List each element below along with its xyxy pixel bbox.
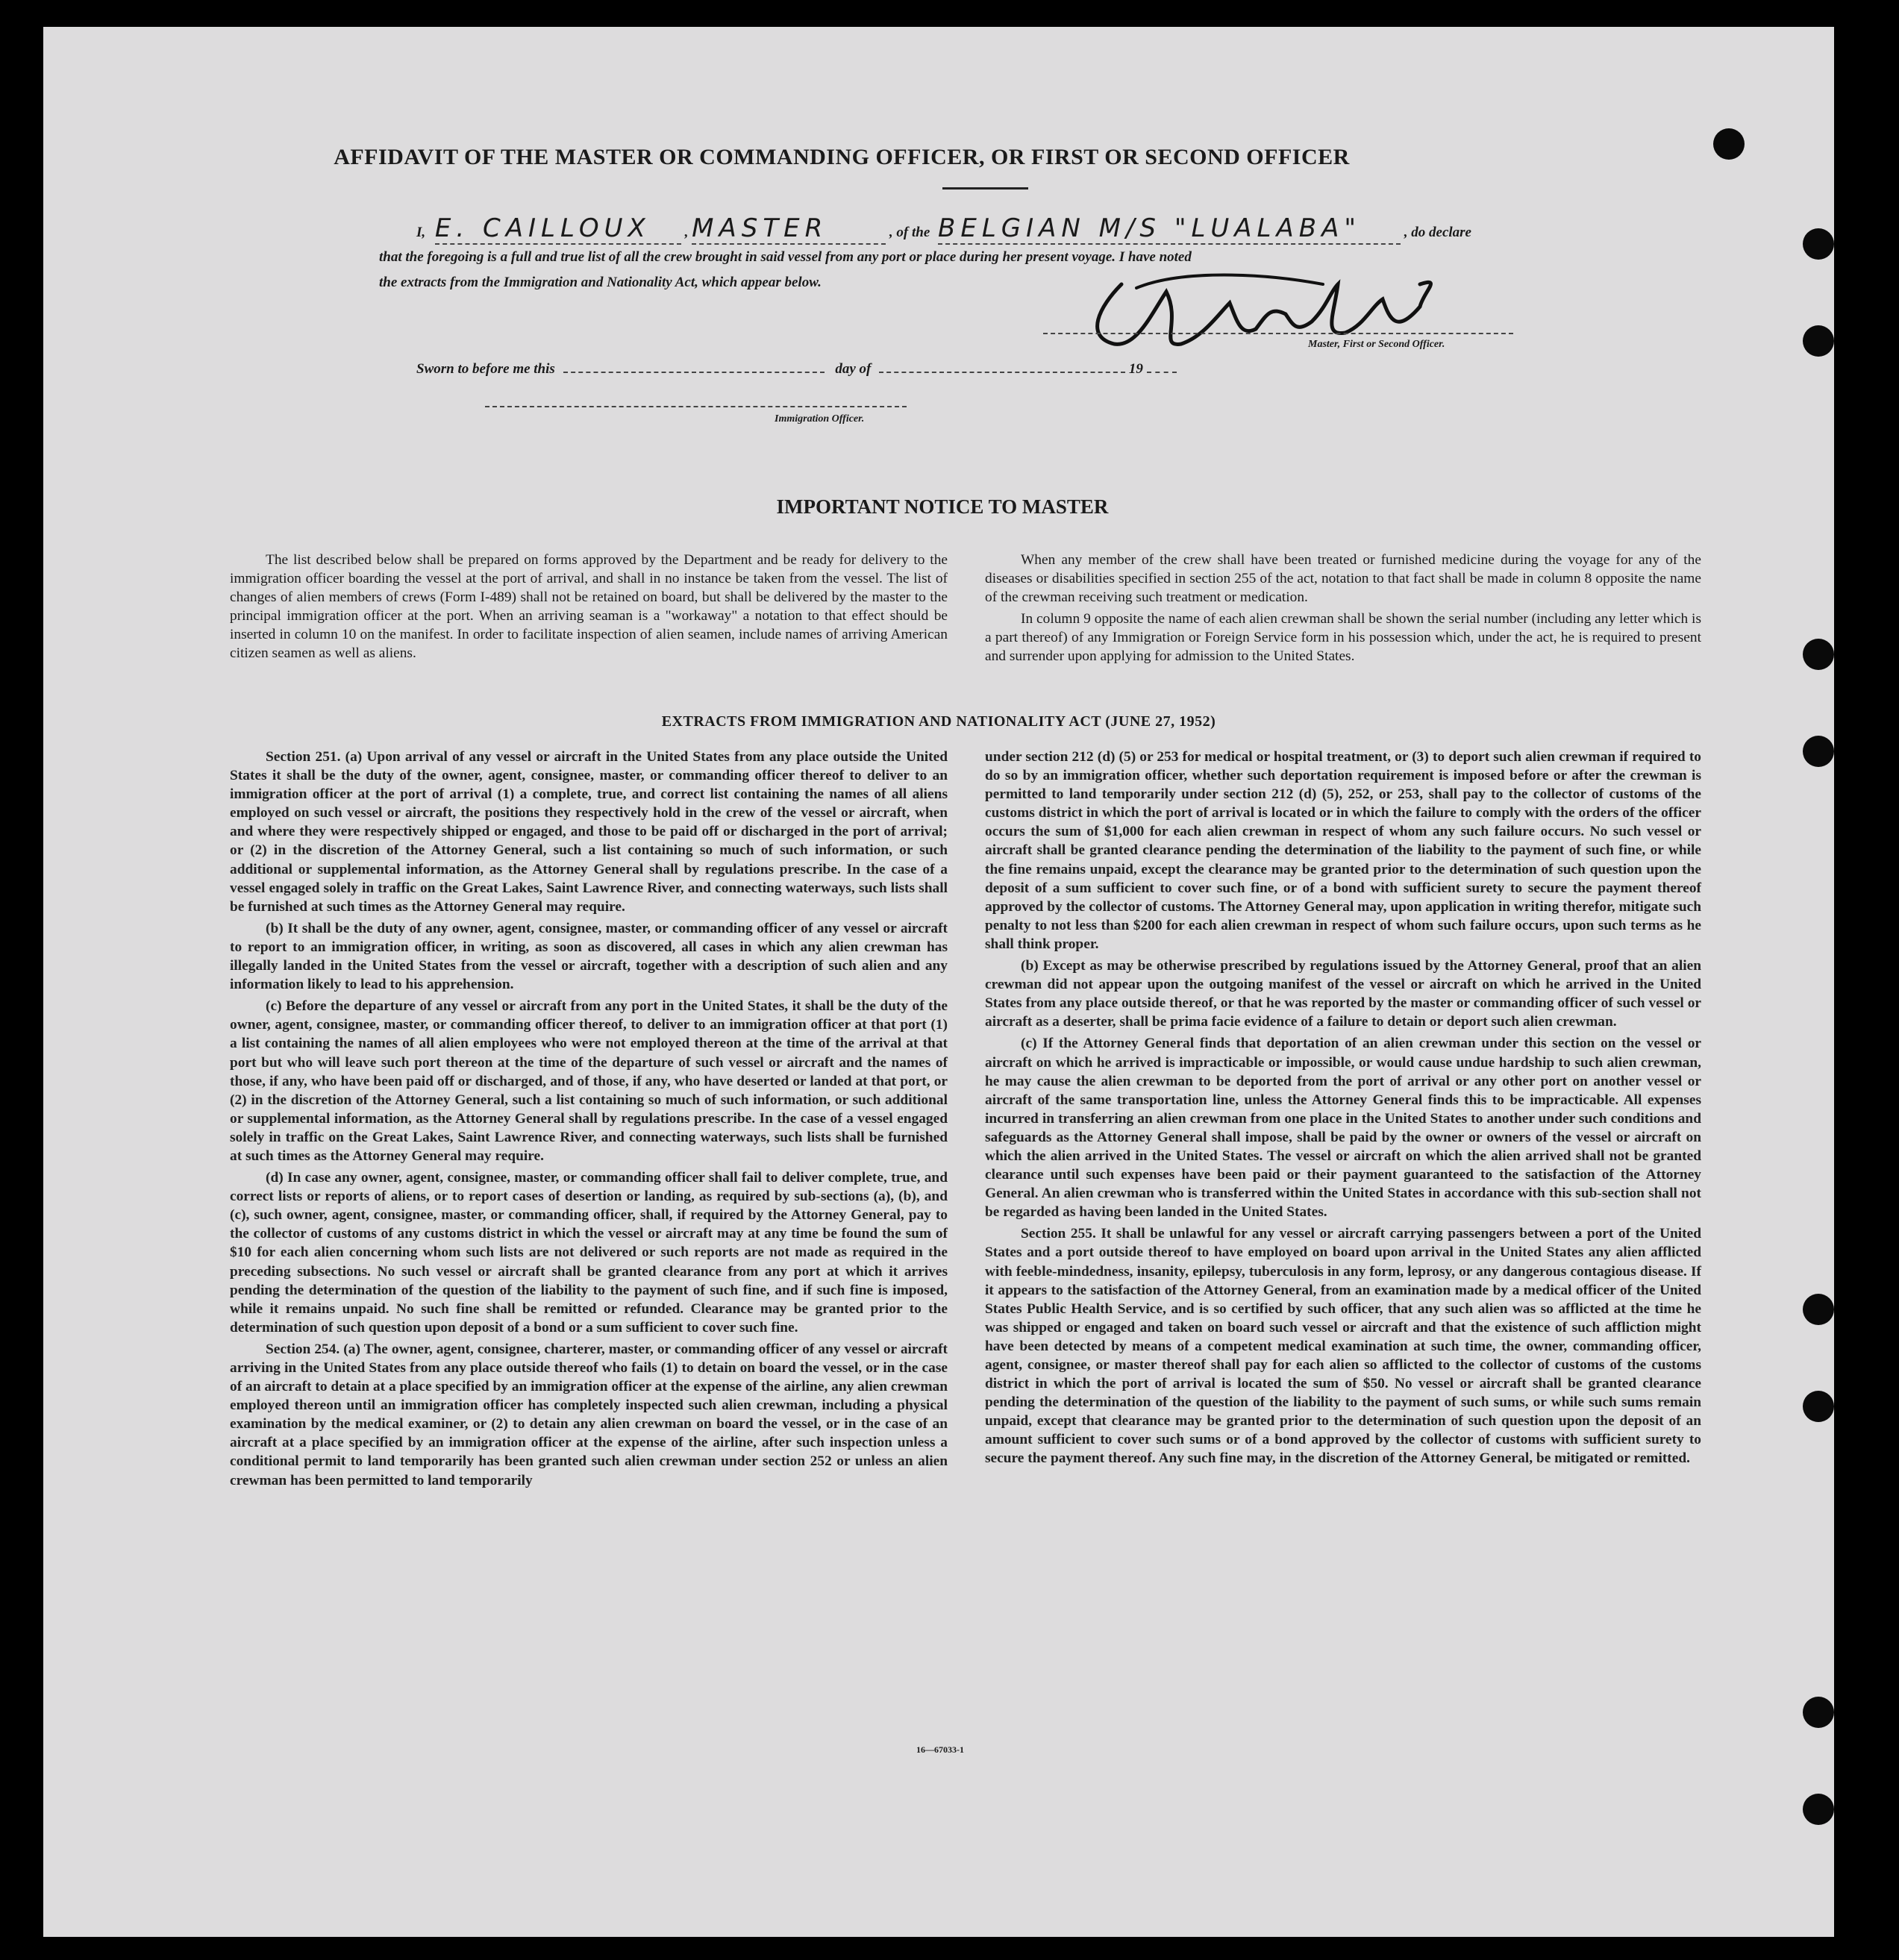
day-of-label: day of <box>835 361 872 377</box>
declare-label: , do declare <box>1404 225 1471 240</box>
section-251-a: Section 251. (a) Upon arrival of any vessel or aircraft in the United States from any place outside the United States it shall be the duty of the owner, agent, consignee, master, or commanding officer thereof to deliver to an immigration officer at the port of arrival (1) a complete, true, and correct list containing the names of all aliens employed on such vessel or aircraft, the positions they respectively hold in the crew of the vessel or aircraft, when and where they were respectively shipped or engaged, and those to be paid off or discharged in the port of arrival; or (2) in the discretion of the Attorney General, such a list containing so much of such information, or such additional or supplemental information, as the Attorney General shall by regulations prescribe. In the case of a vessel engaged solely in traffic on the Great Lakes, Saint Lawrence River, and connecting waterways, such lists shall be furnished at such times as the Attorney General may require. <box>230 749 948 915</box>
punch-hole <box>1803 1391 1834 1422</box>
section-251-c: (c) Before the departure of any vessel or aircraft from any port in the United States, it shall be the duty of the owner, agent, consignee, master, or commanding officer thereof, to deliver to an immigration officer at that port (1) a list containing the names of all alien employees who were not employed thereon at the time of the arrival at that port but who will leave such port thereon at the time of the departure of such vessel or aircraft and the names of those, if any, who have been paid off or discharged, and of those, if any, who have deserted or landed at that port, or (2) in the discretion of the Attorney General, such a list containing so much of such information, or such additional or supplemental information, as the Attorney General shall by regulations prescribe. In the case of a vessel engaged solely in traffic on the Great Lakes, Saint Lawrence River, and connecting waterways, such lists shall be furnished at such times as the Attorney General may require. <box>230 998 948 1164</box>
affidavit-title: AFFIDAVIT OF THE MASTER OR COMMANDING OFFICER, OR FIRST OR SECOND OFFICER <box>334 145 1350 169</box>
punch-hole <box>1803 1294 1834 1325</box>
declaration-line-3: the extracts from the Immigration and Nationality Act, which appear below. <box>379 275 822 290</box>
sworn-label: Sworn to before me this <box>416 361 555 377</box>
vessel-name: BELGIAN M/S "LUALABA" <box>938 213 1361 243</box>
section-251-b: (b) It shall be the duty of any owner, agent, consignee, master, or commanding officer of any vessel or aircraft to report to an immigration officer, in writing, as soon as discovered, all cases in which any alien crewman has illegally landed in the United States from the vessel or aircraft, together with a description of such alien and any information likely to lead to his apprehension. <box>230 920 948 993</box>
notice-paragraph: When any member of the crew shall have been treated or furnished medicine during the voyage for any of the diseases or disabilities specified in section 255 of the act, notation to that fact shall be made in column 8 opposite the name of the crewman receiving such treatment or medication. <box>985 552 1701 606</box>
master-label: Master, First or Second Officer. <box>1308 339 1445 350</box>
declaration-prefix: I, <box>416 225 426 240</box>
sworn-line <box>416 361 1177 378</box>
punch-hole <box>1803 1794 1834 1825</box>
section-255: Section 255. It shall be unlawful for any vessel or aircraft carrying passengers between a port of the United States and a port outside thereof to have employed on board upon arrival in the United States any alien afflicted with feeble-mindedness, insanity, epilepsy, tuberculosis in any form, leprosy, or any dangerous contagious disease. If it appears to the satisfaction of the Attorney General, from an examination made by a medical officer of the United States Public Health Service, and is so certified by such officer, that any such alien was so afflicted at the time he was shipped or engaged and taken on board such vessel or aircraft and that the existence of such affliction might have been detected by means of a competent medical examination at such time, the owner, commanding officer, agent, consignee, or master thereof shall pay for each alien so afflicted to the collector of customs of the customs district in which the port of arrival is located the sum of $50. No vessel or aircraft shall be granted clearance pending the determination of the question of the liability to the payment of such sums, or while such sums remain unpaid, except that clearance may be granted prior to the determination of such question upon the deposit of an amount sufficient to cover such sums or of a bond approved by the collector of customs with sufficient surety to secure the payment thereof. Any such fine may, in the discretion of the Attorney General, be mitigated or remitted. <box>985 1226 1701 1467</box>
officer-label: Immigration Officer. <box>775 413 865 425</box>
section-254-b: (b) Except as may be otherwise prescribed by regulations issued by the Attorney General, proof that an alien crewman did not appear upon the outgoing manifest of the vessel or aircraft on which he arrived in the United States from any place outside thereof, or that he was reported by the master or commanding officer of such vessel or aircraft as a deserter, shall be prima facie evidence of a failure to detain or deport such alien crewman. <box>985 958 1701 1030</box>
form-code: 16—67033-1 <box>916 1744 964 1755</box>
section-254-a-continued: under section 212 (d) (5) or 253 for medical or hospital treatment, or (3) to deport such alien crewman if required to do so by an immigration officer, whether such deportation requirement is imposed before or after the crewman is permitted to land temporarily under section 212 (d) (5), 252, or 253, shall pay to the collector of customs of the customs district in which the port of arrival is located or in which the failure to comply with the orders of the officer occurs the sum of $1,000 for each alien crewman in respect of whom any such failure occurs. No such vessel or aircraft shall be granted clearance pending the determination of the liability to the payment of such fine, or while the fine remains unpaid, except the clearance may be granted prior to the determination of such question upon the deposit of a sum sufficient to cover such fine, or of a bond with sufficient surety to secure the payment thereof approved by the collector of customs. The Attorney General may, upon application in writing therefor, mitigate such penalty to not less than $200 for each alien crewman in respect of whom such failure occurs, upon such terms as he shall think proper. <box>985 749 1701 952</box>
extracts-left-column <box>230 748 948 1493</box>
signature-line <box>1043 333 1513 334</box>
title-rule <box>942 187 1028 190</box>
notice-paragraph: In column 9 opposite the name of each alien crewman shall be shown the serial number (including any letter which is a part thereof) of any Immigration or Foreign Service form in his possession which, under the act, he is required to present and surrender upon applying for admission to the United States. <box>985 611 1701 665</box>
master-name: E. CAILLOUX <box>434 213 651 243</box>
master-rank: MASTER <box>692 213 828 243</box>
extracts-right-column <box>985 748 1701 1471</box>
punch-hole <box>1803 639 1834 670</box>
punch-hole <box>1803 325 1834 357</box>
of-the-label: , of the <box>889 225 930 240</box>
year-label: 19 <box>1128 361 1143 377</box>
section-251-d: (d) In case any owner, agent, consignee, master, or commanding officer shall fail to deliver complete, true, and correct lists or reports of aliens, or to report cases of desertion or landing, as required by sub-sections (a), (b), and (c), such owner, agent, consignee, master, or commanding officer, shall, if required by the Attorney General, pay to the collector of customs of any customs district in which the vessel or aircraft may at any time be found the sum of $10 for each alien concerning whom such lists are not delivered or such reports are not made as required in the preceding subsections. No such vessel or aircraft shall be granted clearance from any port at which it arrives pending the determination of the question of the liability to the payment of such fine, and if such fine is imposed, while it remains unpaid. No such fine shall be remitted or refunded. Clearance may be granted prior to the determination of such question upon deposit of a bond or a sum sufficient to cover such fine. <box>230 1170 948 1336</box>
punch-hole <box>1803 736 1834 767</box>
notice-left-column <box>230 551 948 666</box>
declaration-line-2: that the foregoing is a full and true list of all the crew brought in said vessel from any port or place during her present voyage. I have noted <box>379 249 1192 265</box>
notice-title: IMPORTANT NOTICE TO MASTER <box>776 495 1109 518</box>
document-page <box>43 27 1834 1937</box>
punch-hole <box>1803 1697 1834 1728</box>
declaration-line: I, E. CAILLOUX , MASTER , of the BELGIAN M/S "LUALABA" , do declare <box>416 213 1471 243</box>
section-254-a: Section 254. (a) The owner, agent, consignee, charterer, master, or commanding officer of any vessel or aircraft arriving in the United States from any place outside thereof who fails (1) to detain on board the vessel, or in the case of an aircraft to detain at a place specified by an immigration officer at the expense of the airline, any alien crewman employed thereon until an immigration officer has completely inspected such alien crewman, including a physical examination by the medical examiner, or (2) to detain any alien crewman on board the vessel, or in the case of an aircraft at a place specified by an immigration officer at the expense of the airline, after such inspection unless a conditional permit to land temporarily has been granted such alien crewman under section 252 or unless an alien crewman has been permitted to land temporarily <box>230 1341 948 1488</box>
punch-hole <box>1713 128 1745 160</box>
officer-signature-line <box>485 406 907 407</box>
section-254-c: (c) If the Attorney General finds that deportation of an alien crewman under this section on the vessel or aircraft on which he arrived is impracticable or impossible, or would cause undue hardship to such alien crewman, he may cause the alien crewman to be deported from the port of arrival or any other port on another vessel or aircraft of the same transportation line, unless the Attorney General finds this to be impracticable. All expenses incurred in transferring an alien crewman from one place in the United States to another under such conditions and safeguards as the Attorney General shall impose, shall be paid by the owner or owners of the vessel or aircraft on which the alien arrived in the United States. The vessel or aircraft on which the alien arrived shall not be granted clearance until such expenses have been paid or their payment guaranteed to the satisfaction of the Attorney General. An alien crewman who is transferred within the United States in accordance with this sub-section shall not be regarded as having been landed in the United States. <box>985 1036 1701 1221</box>
notice-paragraph: The list described below shall be prepared on forms approved by the Department and be ready for delivery to the immigration officer boarding the vessel at the port of arrival, and shall in no instance be taken from the vessel. The list of changes of alien members of crews (Form I-489) shall not be retained on board, but shall be delivered by the master to the principal immigration officer at the port. When an arriving seaman is a "workaway" a notation to that effect should be inserted in column 10 on the manifest. In order to facilitate inspection of alien seamen, include names of arriving American citizen seamen as well as aliens. <box>230 552 948 662</box>
punch-hole <box>1803 228 1834 260</box>
notice-right-column <box>985 551 1701 669</box>
extracts-title: EXTRACTS FROM IMMIGRATION AND NATIONALITY ACT (JUNE 27, 1952) <box>661 713 1216 730</box>
